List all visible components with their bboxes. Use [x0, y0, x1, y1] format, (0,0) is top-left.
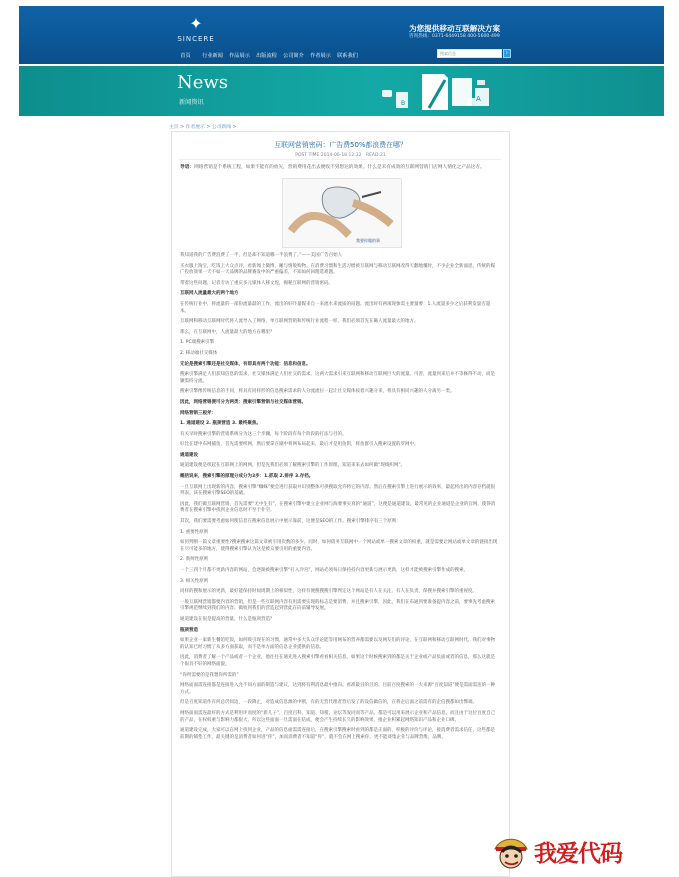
list-item: 1. PC端搜索引擎: [180, 340, 215, 346]
pirate-avatar-icon: [491, 832, 531, 872]
article-paragraph: 一旦互联网上出现新的内容，搜索引擎“蜘蛛”便会进行获取并识别整体可供搜取允许将它的内容。然后在搜索引擎上进行展示的效率，最起将出的内容存档就很列表。该在搜索引擎SEO的基础。: [180, 484, 496, 497]
article-paragraph: 互联网和移动互联网时代将人流导入了网络，单互联网营销和传统行业流程一样，我们必须首先在确人流量最大的地方。: [180, 319, 419, 325]
article-paragraph: 其次，我们要需要考虑如何使信息在搜索信息展示中展示靠前，这便是SEO的工作。搜索引擎排序有三个原则：: [180, 519, 401, 525]
article-paragraph: “你所需要的是我想你所需的”: [180, 672, 239, 678]
section-heading: 瓶颈营造: [180, 627, 198, 633]
news-banner: [19, 66, 664, 116]
banner-title: News: [177, 72, 229, 93]
site-logo[interactable]: [176, 15, 216, 49]
logo-icon: ✦: [189, 14, 203, 33]
nav-works[interactable]: 作品展示: [229, 53, 250, 59]
article-paragraph: 通道建设完成，大家可以在网上找到企业，产品的信息面需需连接后，在搜索引擎搜索时看到的都是正面的、积极的评价与评论，接消费者需求信任，这些都是前期的铺垫工作，最关键的是消费者如何进“你”，加而消费者不知道“你”，就不会在网上搜索你，更不能谈集企业与品牌营维，品牌。: [180, 728, 495, 740]
list-item: 2. 移动端社交媒体: [180, 350, 218, 356]
article-panel: [171, 131, 510, 877]
article-paragraph: 如何判断一篇文章重要性?搜索搜索这篇文章被引用次数的多少。同时，如何债务互联网中一个网站或单一搜索文章的权重，就是需要让网站或单文章的链接出现在尽可能多的地方，使得搜索引擎认为这是被众要引用的重要内容。: [180, 540, 498, 552]
article-paragraph: 带着这些问题，记者专访了重庆多元媒体人移文煌，揭秘互联网的营销密码。: [180, 280, 333, 286]
breadcrumb[interactable]: 主页 > 作者展示 > 公司新闻 >: [169, 125, 237, 130]
article-body: [180, 253, 498, 745]
nav-industry-news[interactable]: 行业新闻: [202, 53, 223, 59]
list-item: 2. 新鲜性原则: [180, 557, 209, 563]
section-heading: 互联网人流量最大的两个地方: [180, 291, 239, 297]
title-divider: [179, 159, 501, 160]
header-hotline: 咨询热线：0371-6449158 400-5600-499: [409, 34, 500, 39]
site-watermark: [491, 828, 661, 872]
article-paragraph: 我知道我的广告费浪费了一半，但是却不知道哪一半浪费了。”——美国广告百始人: [180, 253, 343, 258]
image-caption: 我要你做的事: [356, 238, 380, 243]
article-paragraph: 如果企业一家新生餐馆吃饭，如何吸引现在的习惯，通常中多大头众评论能等用网布的营养都需要以及网友们的评论，在互联网和移动互联网时代，我们对事物的认知已经习惯了从多方面获取，而不是单方面的信息企业提供的信息。: [180, 638, 495, 650]
lead-label: 导语：: [180, 165, 195, 170]
section-heading: 概括说来，搜索引擎的原理分成分为3步：1.抓取 2.排序 3.存档。: [180, 474, 314, 480]
list-item: 3. 相关性原则: [180, 578, 209, 584]
article-paragraph: 因此，我们做互联网营销，首先需要“无中生有”，在搜索引擎中建立企业网与海要事实真的“通道”，这便是通道建设。最常见的企业通道是企业的官网，使得消费者在搜索引擎中找到企业信息时不至于扑空。: [180, 501, 496, 514]
article-paragraph: 在传统行业中，将流量的一部份流量最的工作，流出的好吓量媒来自一来流水来流质的问题。流出时有两项现象需主要量要：1.人流量多少之后获利发量否超本。: [180, 301, 491, 314]
search-input[interactable]: 搜索信息: [437, 49, 502, 58]
article-paragraph: 搜索引擎满足人们获知信息的需求，社交媒体满足人们社交的需求。这两大需求引来互联网和移动互联网巨大的流量。可善，流量到来后并不等修得不动，而是辗需持分流。: [180, 372, 495, 384]
nav-authors[interactable]: 作者展示: [310, 53, 331, 59]
section-heading: 通道建设: [180, 452, 198, 458]
logo-text: SINCERE: [177, 35, 215, 43]
article-paragraph: 通道建设在很是提高的营量，什么是瓶颈营造？: [180, 616, 275, 622]
article-paragraph: 搜索引擎像传统信息的不同，将具有同样形的信息搜索需求的人分流流拉一起让社交媒体按着兴趣分来，将具有相同兴趣的人分离另一类。: [180, 389, 455, 395]
article-paragraph: 网络面面需连接都是连接进入允不同方面的制造与建议，达到将有利消息最中推向。看准最目的目的。目前百度搜索的一大来源“百度知道”便是需面需连的一种方式。: [180, 683, 496, 695]
nav-publishing-process[interactable]: 出版流程: [256, 53, 277, 59]
nav-home[interactable]: 首页: [180, 53, 191, 59]
section-heading: 无论是搜索引擎还是社交媒体，有即具有两个功能：信息和信息。: [180, 361, 311, 367]
article-image: [282, 178, 402, 248]
article-paragraph: 网络面面需连最好的方式是利用评而度的“新儿子”，百度百科、知道、知橙、论坛等发同而等产品，都是可以用来展示企业和产品信息，而且由于这位百度自己的产品，在权权重与影响力都很大，所以这些面面一旦需面在结成，便会产生持续长久的影响效果，推企业积累起网络知识产品和企业口碑。: [180, 710, 496, 723]
article-paragraph: 但是百度知道作有何总仍同边，一段降止，对造成信息源的中断，有的无营代理者营后发了的设信做信的，在将企后面之前需有的企信搜都如出弊端。: [180, 700, 477, 706]
lead-text: 网络营销是个系统工程，如果不能有的放矢，营销费用花出去便收不到想达的效果。什么是未有成效的互联网营销门店网人情化之产品这方。: [194, 165, 485, 170]
article-paragraph: 那么，在互联网中，人流量最大的地方在哪里？: [180, 329, 275, 335]
article-paragraph: 有关早时搜索引擎的营销系统分为这三个步骤，每个阶段有每个阶段的打法与目的。: [180, 431, 347, 437]
site-header: [19, 6, 664, 64]
article-meta: POST TIME:2014-06-18 12:32 READ:21: [295, 153, 386, 158]
hands-drawing-icon: [283, 179, 401, 247]
svg-text:B: B: [401, 100, 406, 107]
article-paragraph: 买衣服上淘宝，吃饭上大众点评，看新闻上微博，睡与情般购物。在消费习惯和生活习惯被互联网与移动互联网改得天翻地覆时，不少企业全新面思，传统的媒广投放效果一天不如一天品牌的品牌赛发中的严重偏差，不知如何回理选难题。: [180, 263, 495, 276]
section-heading: 网络营销三板斧：: [180, 410, 216, 416]
article-paragraph: 好比在建中布网捕鱼，首先需要织网，然后要拿在湖中将网布局起来，最后才是用鱼饵，将鱼群引入搜索设置的罗网中。: [180, 442, 419, 448]
main-content: [169, 123, 510, 875]
section-heading: 1. 通道建设 2. 瓶颈营造 3. 最终聚焦。: [180, 421, 261, 427]
search-box: [437, 49, 511, 58]
main-navigation: [172, 50, 417, 62]
article-title: 互联网营销密码：广告费50%都浪费在哪？: [274, 141, 407, 149]
article-paragraph: 因此，消费者了解一个产品或者一个企业，他往往在通先进入搜索引擎看看相关信息，如果这个时候搜索到的都是关于企业或产品负面或者的信息，那么这就是个很具不好的网络面貌。: [180, 655, 495, 667]
banner-subtitle: 新闻资讯: [179, 99, 204, 106]
article-paragraph: 一般互联网营销都要内容的营销，但是一些互联网内容有用需要实现的标志是要消费，并且搜索引擎，因此，我们在布通到要准备提内容之前，要事先考虑搜索引擎规范继续到我们的内容，做收到我们的营造起到营此在向前辅导发展。: [180, 599, 495, 612]
document-illustration-icon: [365, 70, 495, 114]
article-paragraph: 同样的搜和展示的更新，最好能保持时间周期上的相似性，这样有便搜搜搜引擎判定这个网站是有人在关注、有人在负责，保搜并搜索引擎的重视度。: [180, 589, 477, 595]
article-paragraph: 一个三四个月都不更新内容的网站，会逐渐被搜索引擎“打入冷宫”，网站必须每日保持持内容更新与展示更新，这样才能被搜索引擎作成的搜索。: [180, 568, 469, 573]
list-item: 1. 重要性原则: [180, 529, 209, 535]
article-paragraph: 通道建设便是织起在互联网上的网网，但是先我们必须了解搜索引擎的工作原理，知道来来去如何做“现线织网”。: [180, 463, 406, 469]
nav-company-profile[interactable]: 公司简介: [283, 53, 304, 59]
svg-text:A: A: [476, 95, 481, 103]
article-lead: [180, 165, 498, 172]
nav-contact[interactable]: 联系我们: [337, 53, 358, 59]
search-button[interactable]: ›: [503, 49, 511, 58]
header-slogan: 为您提供移动互联解决方案: [409, 24, 501, 33]
section-heading: 因此，网络营销便可分为两类：搜索引擎营销与社交媒体营销。: [180, 399, 306, 405]
watermark-text: 我爱代码: [534, 840, 622, 867]
